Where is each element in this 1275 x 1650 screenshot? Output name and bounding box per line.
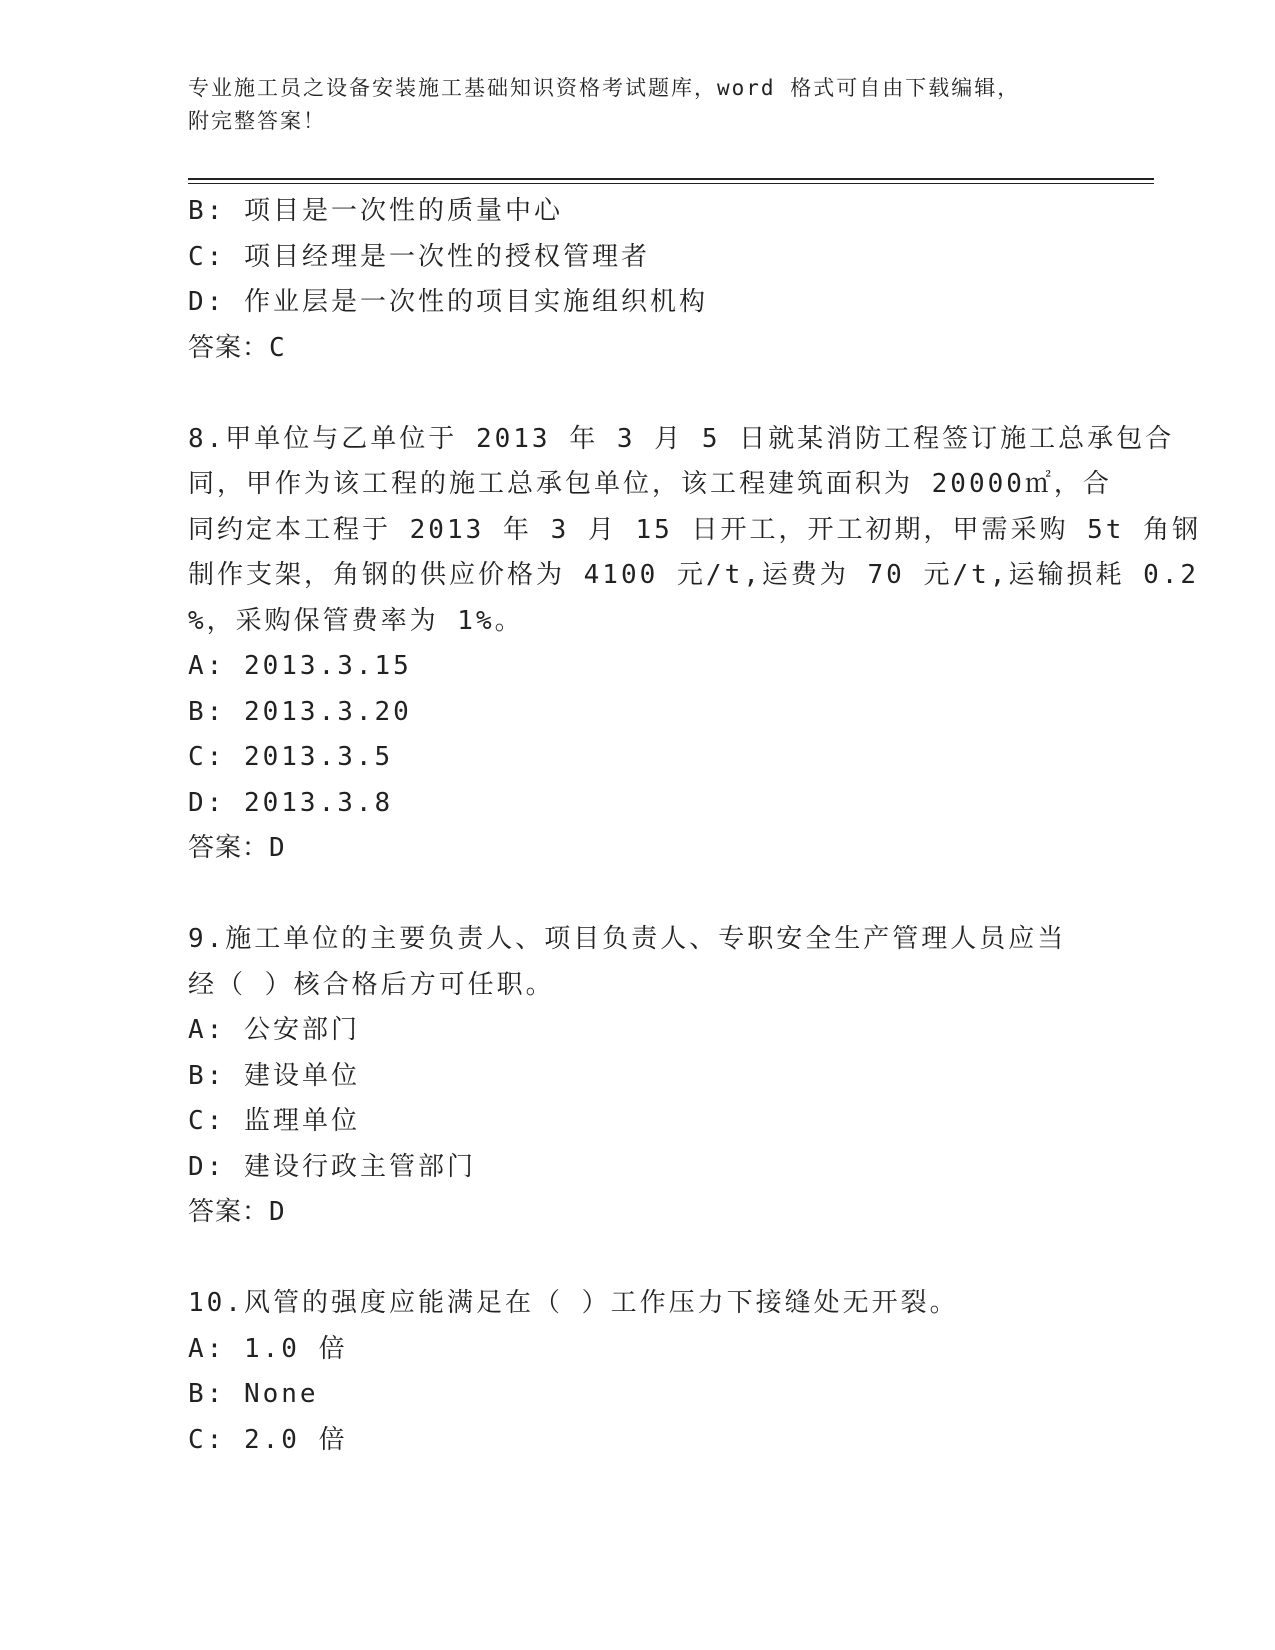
- answer-line: 答案：C: [188, 332, 286, 363]
- option-c: C: 项目经理是一次性的授权管理者: [188, 241, 650, 272]
- option-b: B: None: [188, 1379, 319, 1409]
- option-d: D: 建设行政主管部门: [188, 1151, 476, 1182]
- document-header: [188, 72, 1088, 138]
- header-line: 专业施工员之设备安装施工基础知识资格考试题库，word 格式可自由下载编辑，: [188, 76, 1021, 100]
- question-block-9: [188, 917, 1088, 1236]
- question-block-8: [188, 417, 1202, 872]
- header-divider-thin: [188, 183, 1154, 184]
- spacer: [188, 371, 1088, 417]
- question-block-prev: [188, 189, 1088, 371]
- question-content: [188, 189, 1202, 1463]
- spacer: [188, 1236, 1088, 1282]
- answer-line: 答案：D: [188, 1197, 286, 1227]
- answer-line: 答案：D: [188, 833, 286, 863]
- option-c: C: 2.0 倍: [188, 1424, 348, 1455]
- option-a: A: 2013.3.15: [188, 651, 412, 681]
- spacer: [188, 872, 1088, 918]
- question-stem-line: 同，甲作为该工程的施工总承包单位，该工程建筑面积为 20000㎡，合: [188, 469, 1112, 499]
- question-stem-line: 经（ ）核合格后方可任职。: [188, 969, 555, 1000]
- option-d: D: 作业层是一次性的项目实施组织机构: [188, 287, 708, 317]
- option-b: B: 项目是一次性的质量中心: [188, 196, 563, 226]
- option-a: A: 公安部门: [188, 1015, 360, 1045]
- question-stem-line: 同约定本工程于 2013 年 3 月 15 日开工，开工初期，甲需采购 5t 角钢: [188, 514, 1202, 545]
- option-b: B: 建设单位: [188, 1060, 360, 1091]
- option-c: C: 2013.3.5: [188, 742, 394, 772]
- option-d: D: 2013.3.8: [188, 787, 394, 818]
- question-stem-line: 制作支架，角钢的供应价格为 4100 元/t,运费为 70 元/t,运输损耗 0.2: [188, 560, 1200, 590]
- question-stem-line: 9.施工单位的主要负责人、项目负责人、专职安全生产管理人员应当: [188, 924, 1067, 954]
- header-line: 附完整答案！: [188, 109, 326, 133]
- question-stem-line: 10.风管的强度应能满足在（ ）工作压力下接缝处无开裂。: [188, 1288, 959, 1318]
- option-c: C: 监理单位: [188, 1106, 360, 1136]
- question-block-10: [188, 1281, 1088, 1463]
- header-divider: [188, 178, 1154, 180]
- option-a: A: 1.0 倍: [188, 1333, 348, 1364]
- question-stem-line: %，采购保管费率为 1%。: [188, 605, 524, 636]
- option-b: B: 2013.3.20: [188, 696, 412, 727]
- question-stem-line: 8.甲单位与乙单位于 2013 年 3 月 5 日就某消防工程签订施工总承包合: [188, 423, 1175, 454]
